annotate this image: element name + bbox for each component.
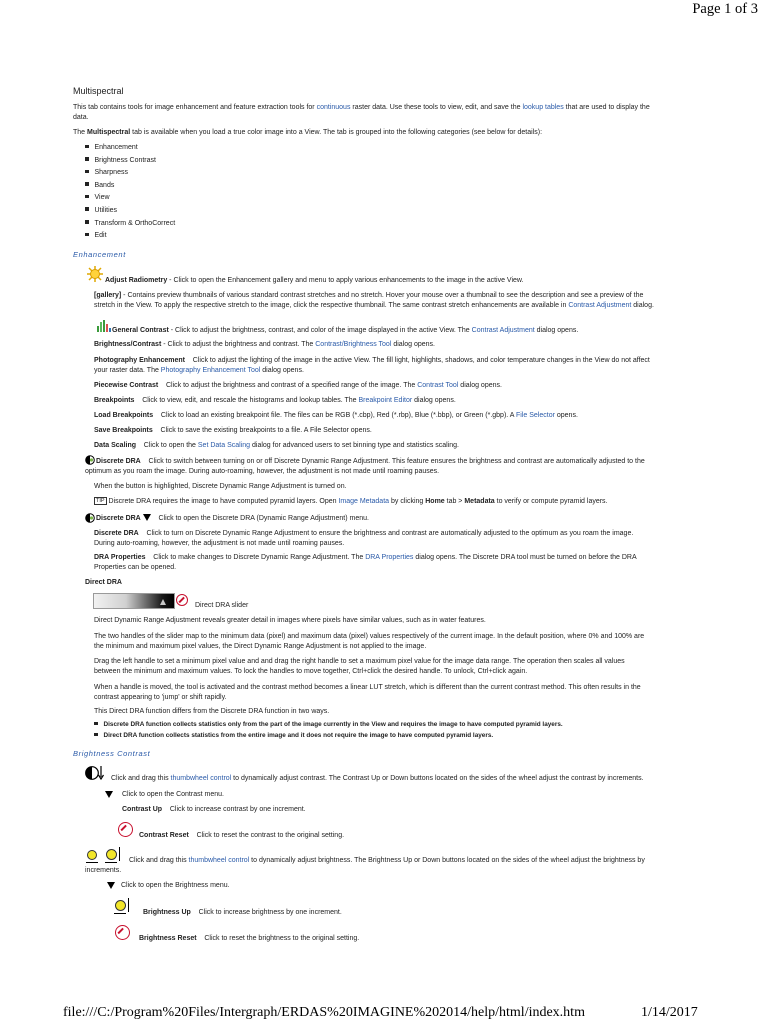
list-item (94, 730, 563, 741)
direct-dra-label: Direct DRA (85, 579, 122, 586)
up-arrow-icon (128, 898, 129, 912)
description: dialog opens. (534, 327, 579, 334)
description: to dynamically adjust brightness. The Brightness Up or Down buttons located on the sides of the wheel adjust the brightness by (249, 857, 645, 864)
list-item (85, 230, 175, 243)
description: - Click to adjust the brightness, contrast, and color of the image displayed in the active View. The (168, 327, 472, 334)
intro-text: data. (73, 113, 89, 121)
description: by clicking (389, 498, 426, 505)
set-data-scaling-link[interactable]: Set Data Scaling (197, 442, 251, 449)
dra-properties-row (94, 553, 724, 572)
contrast-menu-arrow-icon[interactable] (105, 791, 113, 798)
brightness-contrast-label: Brightness/Contrast (94, 341, 162, 348)
discrete-dra-label: Discrete DRA (96, 458, 141, 465)
piecewise-contrast-row (94, 381, 502, 391)
description: to dynamically adjust contrast. The Contrast Up or Down buttons located on the sides of the wheel adjust the contrast by increments. (231, 775, 644, 782)
list-item (94, 719, 563, 730)
category-label: Sharpness (94, 169, 128, 177)
description: dialog opens. The Discrete DRA tool must be turned on before the DRA (413, 554, 637, 561)
description: Click to load an existing breakpoint file. The files can be RGB (*.cbp), Red (*.rbp), Blue (*.bbp), or Green (*.gbp). A (153, 412, 517, 419)
lookup-tables-link[interactable]: lookup tables (522, 104, 564, 111)
bullet-text: Discrete DRA function collects statistics only from the part of the image currently in the View and requires the image to have computed pyramid layers. (103, 721, 563, 728)
brightness-contrast-heading: Brightness Contrast (73, 749, 151, 758)
enhancement-heading: Enhancement (73, 250, 126, 259)
stop-icon[interactable] (176, 594, 188, 606)
description: Click to make changes to Discrete Dynamic Range Adjustment. The (145, 554, 366, 561)
footer-path: file:///C:/Program%20Files/Intergraph/ERDAS%20IMAGINE%202014/help/html/index.htm (63, 1005, 585, 1020)
description: Click to save the existing breakpoints to a file. A File Selector opens. (152, 427, 372, 434)
save-breakpoints-row (94, 426, 372, 436)
brightness-up-icon[interactable] (115, 900, 126, 911)
description: Click to increase contrast by one increment. (162, 806, 306, 813)
photography-enhancement-label: Photography Enhancement (94, 357, 186, 364)
category-label: Enhancement (94, 144, 138, 151)
contrast-reset-label: Contrast Reset (139, 832, 189, 839)
thumbwheel-control-link[interactable]: thumbwheel control (170, 775, 232, 782)
histogram-icon[interactable] (96, 319, 112, 333)
category-list (85, 142, 175, 243)
direct-dra-slider[interactable] (93, 593, 175, 609)
discrete-dra-menu-icon[interactable] (85, 513, 95, 523)
thumbwheel-control-link[interactable]: thumbwheel control (188, 857, 250, 864)
contrast-adjustment-link[interactable]: Contrast Adjustment (568, 301, 632, 309)
list-item (85, 192, 175, 205)
discrete-dra-item-label: Discrete DRA (94, 530, 139, 537)
description: - Click to open the Enhancement gallery and menu to apply various enhancements to the image in the active View. (167, 277, 524, 284)
metadata-label: Metadata (464, 498, 495, 505)
general-contrast-label: General Contrast (112, 327, 169, 334)
contrast-up-label: Contrast Up (122, 806, 163, 813)
description: to verify or compute pyramid layers. (494, 498, 608, 505)
description: the minimum and maximum pixel values, the Direct Dynamic Range Adjustment is not applied to the image. (94, 642, 427, 650)
gallery-description (94, 291, 724, 310)
intro-text: raster data. Use these tools to view, edit, and save the (350, 104, 523, 111)
intro-text: that are used to display the (563, 104, 650, 111)
intro-text: The (73, 129, 88, 136)
description: opens. (554, 412, 578, 419)
description: dialog opens. (412, 397, 456, 404)
list-item (85, 142, 175, 155)
contrast-reset-row (139, 831, 344, 841)
bulb-base (114, 913, 126, 914)
brightness-up-row (143, 908, 342, 918)
file-selector-link[interactable]: File Selector (516, 412, 555, 419)
description: Properties can be opened. (94, 563, 177, 571)
description: between the minimum and maximum values. To lock the handles to move together, Ctrl+click the desired handle. To unlock, Ctrl+click again. (94, 667, 528, 675)
breakpoints-label: Breakpoints (94, 397, 135, 404)
direct-dra-paragraph: This Direct DRA function differs from the Discrete DRA function in two ways. (94, 708, 330, 715)
brightness-reset-row (139, 934, 359, 944)
slider-handle[interactable] (160, 599, 166, 605)
description: Click to reset the contrast to the original setting. (188, 832, 345, 839)
description: dialog opens. (458, 382, 502, 389)
direct-dra-paragraph: Direct Dynamic Range Adjustment reveals greater detail in images where pixels have similar values, such as in water features. (94, 617, 486, 624)
contrast-reset-icon[interactable] (118, 822, 133, 837)
brightness-reset-label: Brightness Reset (139, 935, 197, 942)
page-number: Page 1 of 3 (692, 1, 758, 17)
description: stretch in the View. To apply the respective stretch to the image, click the respective thumbnail. The same contrast stretch enhancements are available in (94, 301, 569, 309)
photography-enhancement-tool-link[interactable]: Photography Enhancement Tool (160, 366, 261, 374)
discrete-dra-row (85, 457, 725, 476)
list-item (85, 167, 175, 180)
data-scaling-row (94, 441, 459, 451)
description: dialog. (631, 301, 654, 309)
piecewise-contrast-label: Piecewise Contrast (94, 382, 159, 389)
direct-dra-slider-caption: Direct DRA slider (195, 602, 249, 609)
discrete-dra-menu-row (96, 514, 369, 524)
category-label: Edit (94, 232, 107, 240)
save-breakpoints-label: Save Breakpoints (94, 427, 153, 434)
data-scaling-label: Data Scaling (94, 442, 137, 449)
description: increments. (85, 866, 122, 874)
intro-bold: Multispectral (87, 129, 131, 136)
breakpoint-editor-link[interactable]: Breakpoint Editor (358, 397, 413, 404)
tip-note (94, 497, 608, 507)
direct-dra-paragraph (94, 683, 724, 702)
description: Click to open the (136, 442, 198, 449)
description: Click to open the Discrete DRA (Dynamic Range Adjustment) menu. (150, 515, 369, 522)
category-label: Brightness Contrast (94, 156, 156, 164)
footer-date: 1/14/2017 (641, 1005, 698, 1020)
load-breakpoints-row (94, 411, 578, 421)
brightness-reset-icon[interactable] (115, 925, 130, 940)
description: Click to adjust the brightness and contrast of a specified range of the image. The (158, 382, 418, 389)
direct-dra-bullets (94, 719, 563, 741)
description: dialog opens. (391, 341, 435, 348)
dra-properties-link[interactable]: DRA Properties (365, 554, 414, 561)
description: Click to view, edit, and rescale the histograms and lookup tables. The (134, 397, 359, 404)
description: Click to reset the brightness to the original setting. (196, 935, 360, 942)
discrete-dra-item-row (94, 529, 724, 548)
image-metadata-link[interactable]: Image Metadata (338, 498, 390, 505)
category-label: Transform & OrthoCorrect (94, 219, 176, 227)
list-item (85, 218, 175, 231)
intro-paragraph-2 (73, 128, 723, 138)
list-item (85, 180, 175, 193)
description: contrast appearing to 'jump' or shift rapidly. (94, 693, 227, 701)
contrast-wheel-icon[interactable] (85, 765, 105, 781)
list-item (85, 205, 175, 218)
contrast-wheel-row (111, 774, 644, 784)
contrast-brightness-tool-link[interactable]: Contrast/Brightness Tool (315, 341, 392, 348)
tip-badge: TIP (96, 498, 105, 504)
description: Drag the left handle to set a minimum pixel value and and drag the right handle to set a maximum pixel value for the image data range. The operation then scales all values (94, 658, 625, 665)
description: Click to increase brightness by one increment. (190, 909, 342, 916)
intro-text: tab is available when you load a true color image into a View. The tab is grouped into the following categories (see below for details): (130, 129, 543, 136)
description: Click and drag this (111, 775, 171, 782)
description: When a handle is moved, the tool is activated and the contrast method becomes a linear LUT stretch, which is different than the current contrast method. This often results in the (94, 684, 641, 691)
adjust-radiometry-row (105, 276, 524, 286)
description: - Click to adjust the brightness and contrast. The (161, 341, 316, 348)
description: dialog for advanced users to set binning type and statistics scaling. (250, 442, 460, 449)
brightness-up-label: Brightness Up (143, 909, 191, 916)
description: Click and drag this (129, 857, 189, 864)
description: - Contains preview thumbnails of various standard contrast stretches and no stretch. Hover your mouse over a thumbnail to see the description and see a preview of the (121, 292, 644, 299)
description: optimum as you roam the image. During auto-roaming, however, the adjustment is not made until roaming pauses. (85, 467, 440, 475)
page-title: Multispectral (73, 86, 124, 96)
home-tab-label: Home (425, 498, 445, 505)
contrast-up-row (122, 805, 306, 815)
brightness-wheel-row (85, 856, 725, 875)
category-label: View (94, 194, 110, 202)
description: Click to switch between turning on or off Discrete Dynamic Range Adjustment. This feature ensures the brightness and contrast are automatically adjusted to the (140, 458, 645, 465)
adjust-radiometry-label: Adjust Radiometry (105, 277, 168, 284)
dra-properties-label: DRA Properties (94, 554, 146, 561)
intro-paragraph-1 (73, 103, 713, 122)
description: Click to adjust the lighting of the image in the active View. The fill light, highlights, shadows, and color temperature changes in the View do not affect (185, 357, 650, 364)
description: your raster data. The (94, 366, 161, 374)
category-label: Bands (94, 181, 115, 189)
brightness-menu-arrow-icon[interactable] (107, 882, 115, 889)
description: During auto-roaming, however, the adjustment is not made until roaming pauses. (94, 539, 345, 547)
direct-dra-paragraph (94, 632, 724, 651)
category-label: Utilities (94, 206, 118, 214)
continuous-link[interactable]: continuous (316, 104, 351, 111)
sun-icon[interactable] (87, 266, 103, 282)
breakpoints-row (94, 396, 456, 406)
photography-enhancement-row (94, 356, 724, 375)
discrete-dra-menu-label: Discrete DRA (96, 515, 141, 522)
intro-text: This tab contains tools for image enhancement and feature extraction tools for (73, 104, 317, 111)
chevron-down-icon[interactable] (143, 514, 151, 521)
description: Click to turn on Discrete Dynamic Range Adjustment to ensure the brightness and contrast are automatically adjusted to the optimum as you roam the image. (138, 530, 634, 537)
contrast-tool-link[interactable]: Contrast Tool (417, 382, 459, 389)
description: Discrete DRA requires the image to have computed pyramid layers. Open (106, 498, 339, 505)
brightness-contrast-row (94, 340, 435, 350)
contrast-menu-text: Click to open the Contrast menu. (122, 791, 224, 798)
description: tab > (444, 498, 465, 505)
gallery-label: [gallery] (94, 292, 122, 299)
list-item (85, 155, 175, 168)
bullet-text: Direct DRA function collects statistics from the entire image and it does not require the image to have computed pyramid layers. (103, 732, 494, 739)
brightness-menu-text: Click to open the Brightness menu. (121, 882, 230, 889)
description: The two handles of the slider map to the minimum data (pixel) and maximum data (pixel) values respectively of the current image. In the default position, where 0% and 100% are (94, 633, 645, 640)
description: dialog opens. (260, 366, 304, 374)
load-breakpoints-label: Load Breakpoints (94, 412, 154, 419)
direct-dra-paragraph (94, 657, 724, 676)
general-contrast-row (112, 326, 578, 336)
contrast-adjustment-link[interactable]: Contrast Adjustment (471, 327, 535, 334)
highlighted-note: When the button is highlighted, Discrete Dynamic Range Adjustment is turned on. (94, 483, 347, 490)
